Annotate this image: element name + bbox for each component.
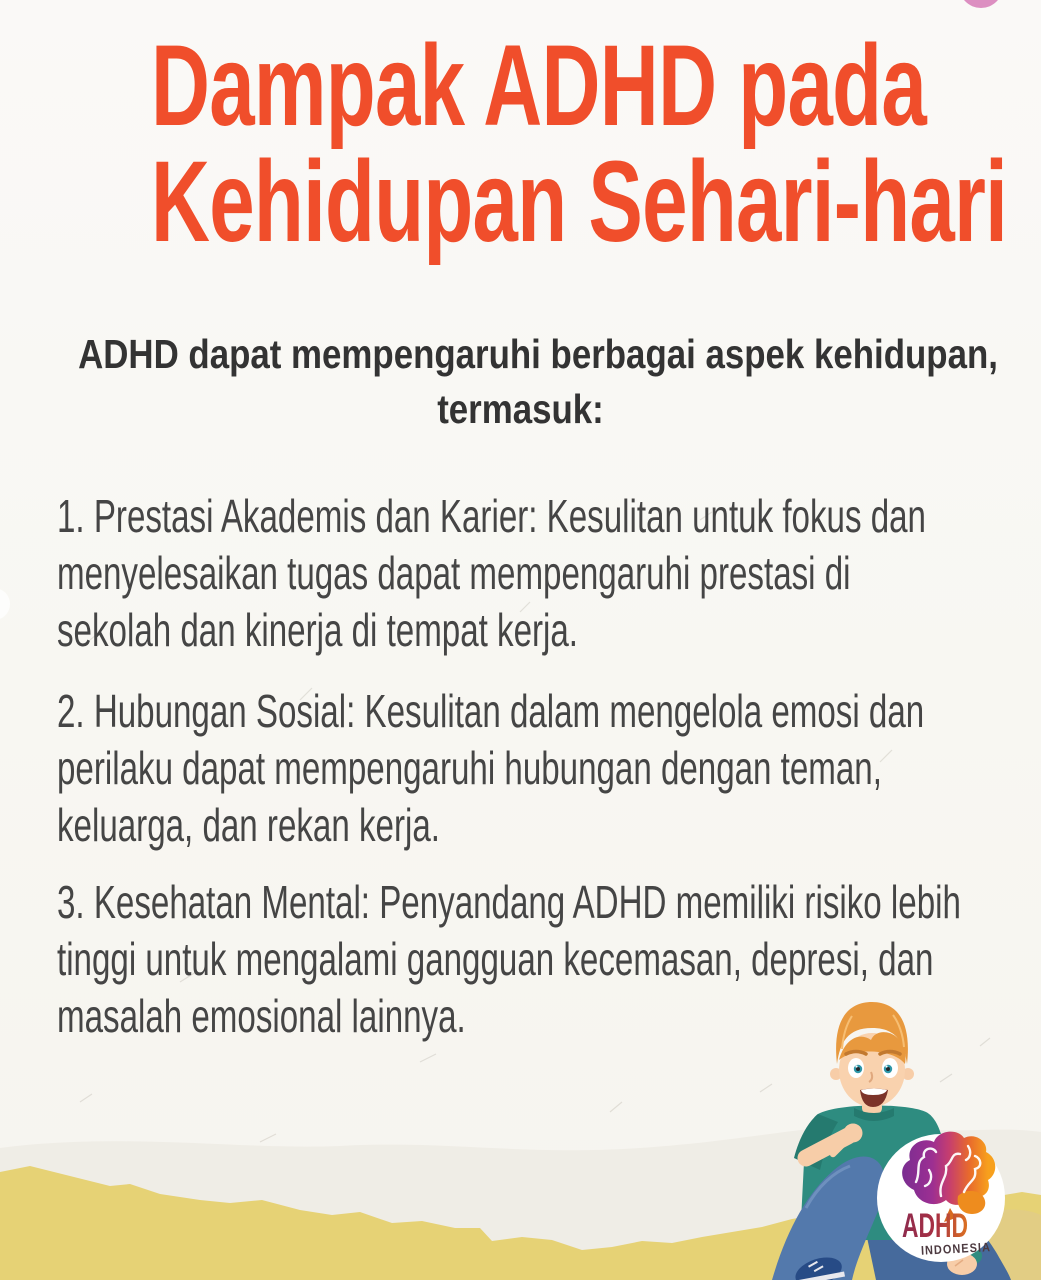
paragraph-line: tinggi untuk mengalami gangguan kecemasan, depresi, dan [57, 933, 934, 985]
paragraph-line: sekolah dan kinerja di tempat kerja. [57, 604, 579, 656]
paragraph-line: keluarga, dan rekan kerja. [57, 799, 440, 851]
pink-accent-circle [959, 0, 1003, 8]
paragraph-line: 3. Kesehatan Mental: Penyandang ADHD memiliki risiko lebih [57, 876, 961, 928]
poster-title-line-1: Dampak ADHD pada [150, 22, 927, 150]
poster-subtitle-line-2: termasuk: [437, 386, 604, 432]
logo-brand-text: ADHD [902, 1207, 968, 1245]
left-edge-highlight [0, 588, 10, 620]
paragraph-line: masalah emosional lainnya. [57, 990, 466, 1042]
paragraph-line: menyelesaikan tugas dapat mempengaruhi prestasi di [57, 547, 851, 599]
paragraph-line: 2. Hubungan Sosial: Kesulitan dalam mengelola emosi dan [57, 685, 925, 737]
paragraph-line: perilaku dapat mempengaruhi hubungan dengan teman, [57, 742, 882, 794]
logo-sub-text: INDONESIA [920, 1239, 1002, 1258]
paragraph-line: 1. Prestasi Akademis dan Karier: Kesulitan untuk fokus dan [57, 490, 926, 542]
poster-subtitle-line-1: ADHD dapat mempengaruhi berbagai aspek kehidupan, [78, 331, 998, 377]
poster-title-line-2: Kehidupan Sehari-hari [150, 138, 1008, 266]
